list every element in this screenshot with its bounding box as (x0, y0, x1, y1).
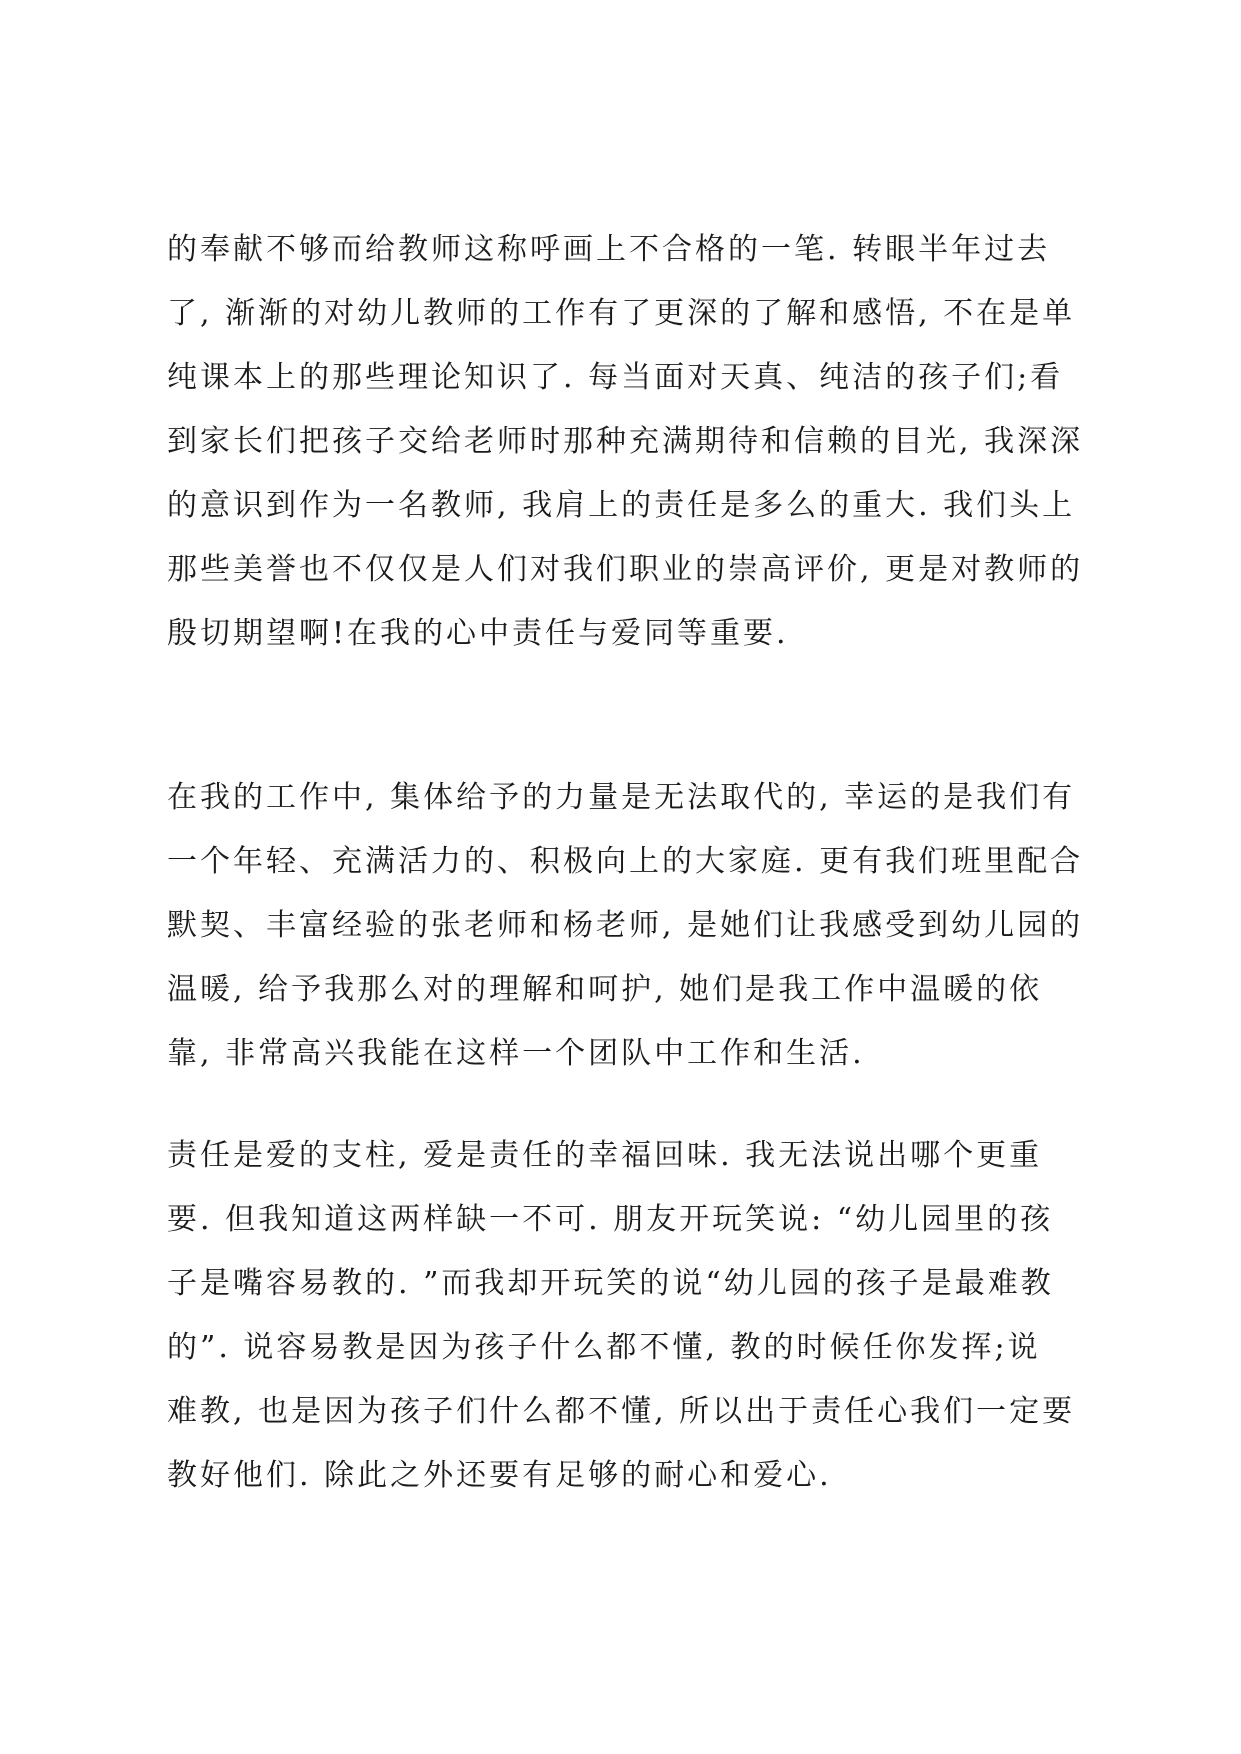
text-line: 默契、丰富经验的张老师和杨老师, 是她们让我感受到幼儿园的 (167, 908, 1084, 943)
text-line: 教好他们. 除此之外还要有足够的耐心和爱心. (167, 1458, 832, 1493)
text-line: 到家长们把孩子交给老师时那种充满期待和信赖的目光, 我深深 (167, 424, 1084, 459)
text-line: 的”. 说容易教是因为孩子什么都不懂, 教的时候任你发挥;说 (167, 1330, 1041, 1365)
text-line: 责任是爱的支柱, 爱是责任的幸福回味. 我无法说出哪个更重 (167, 1138, 1043, 1173)
paragraph-1 (167, 218, 1097, 666)
text-line: 要. 但我知道这两样缺一不可. 朋友开玩笑说: “幼儿园里的孩 (167, 1202, 1054, 1237)
text-line: 那些美誉也不仅仅是人们对我们职业的崇高评价, 更是对教师的 (167, 552, 1084, 587)
text-line: 纯课本上的那些理论知识了. 每当面对天真、纯洁的孩子们;看 (167, 360, 1064, 395)
paragraph-2 (167, 766, 1097, 1086)
paragraph-3 (167, 1124, 1097, 1508)
text-line: 一个年轻、充满活力的、积极向上的大家庭. 更有我们班里配合 (167, 844, 1084, 879)
text-line: 子是嘴容易教的. ”而我却开玩笑的说“幼儿园的孩子是最难教 (167, 1266, 1054, 1301)
text-line: 的奉献不够而给教师这称呼画上不合格的一笔. 转眼半年过去 (167, 232, 1051, 267)
text-line: 在我的工作中, 集体给予的力量是无法取代的, 幸运的是我们有 (167, 780, 1076, 815)
text-line: 温暖, 给予我那么对的理解和呵护, 她们是我工作中温暖的依 (167, 972, 1043, 1007)
text-line: 难教, 也是因为孩子们什么都不懂, 所以出于责任心我们一定要 (167, 1394, 1076, 1429)
text-line: 殷切期望啊!在我的心中责任与爱同等重要. (167, 616, 789, 651)
text-line: 了, 渐渐的对幼儿教师的工作有了更深的了解和感悟, 不在是单 (167, 296, 1076, 331)
text-line: 的意识到作为一名教师, 我肩上的责任是多么的重大. 我们头上 (167, 488, 1076, 523)
text-line: 靠, 非常高兴我能在这样一个团队中工作和生活. (167, 1036, 865, 1071)
